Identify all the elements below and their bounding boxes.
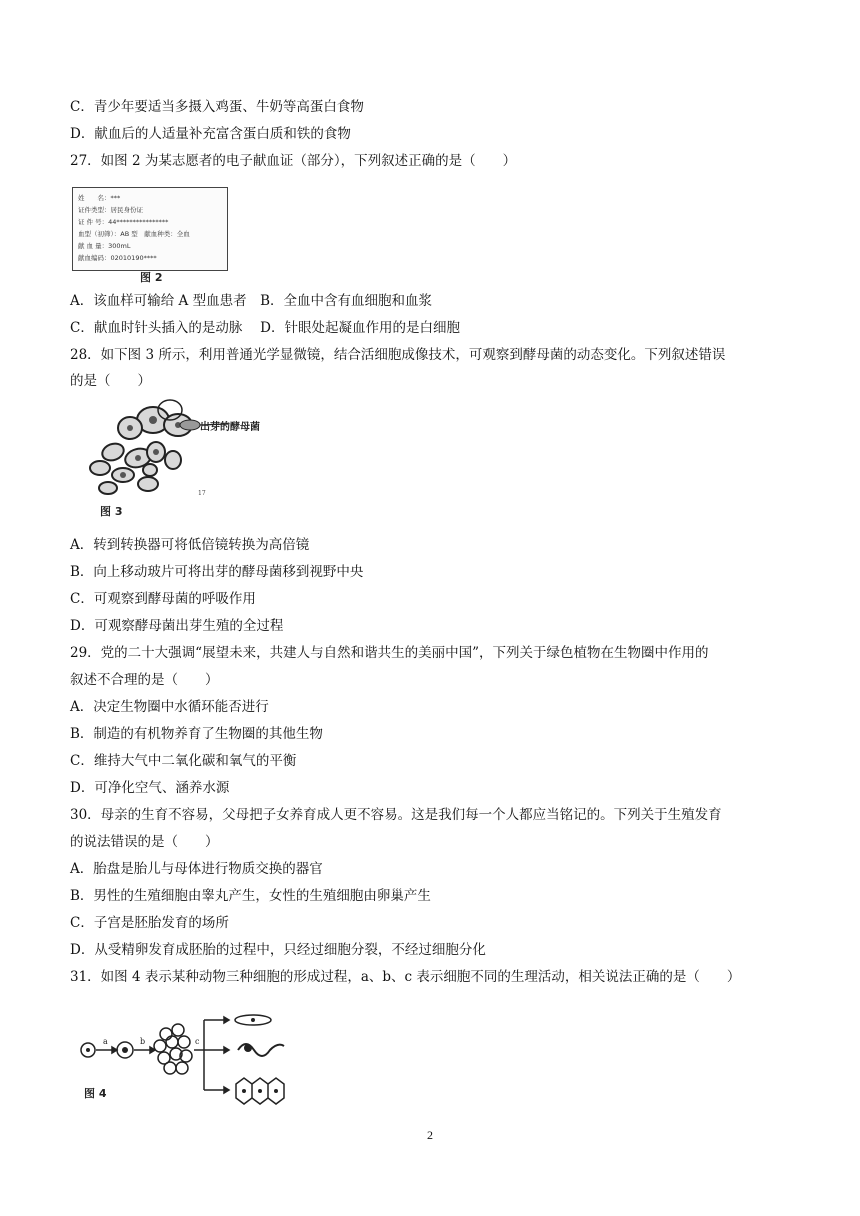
question-31: 31．如图 4 表示某种动物三种细胞的形成过程，a、b、c 表示细胞不同的生理活动，相关说法正确的是（ ） <box>70 969 741 985</box>
blood-donation-card <box>72 187 228 271</box>
option-text: C．献血时针头插入的是动脉 D．针眼处起凝血作用的是白细胞 <box>70 320 460 336</box>
option-text: C．子宫是胚胎发育的场所 <box>70 915 229 931</box>
option-text: A．转到转换器可将低倍镜转换为高倍镜 <box>70 537 310 553</box>
option-text: B．向上移动玻片可将出芽的酵母菌移到视野中央 <box>70 564 364 580</box>
figure-label: 出芽的酵母菌 <box>200 422 260 433</box>
question-30: 30．母亲的生育不容易，父母把子女养育成人更不容易。这是我们每一个人都应当铭记的。下列关于生殖发育 <box>70 807 722 823</box>
card-row: 献 血 量：300mL <box>78 242 131 250</box>
question-28-cont: 的是（ ） <box>70 373 151 389</box>
option-text: C．维持大气中二氧化碳和氧气的平衡 <box>70 753 297 769</box>
option-text: A．该血样可输给 A 型血患者 B．全血中含有血细胞和血浆 <box>70 293 433 309</box>
card-row: 献血编码：02010190**** <box>78 254 157 262</box>
card-row: 证 件 号：44**************** <box>78 218 169 226</box>
option-text: D．可净化空气、涵养水源 <box>70 780 230 796</box>
question-29-cont: 叙述不合理的是（ ） <box>70 672 219 688</box>
figure-caption: 图 2 <box>140 271 163 284</box>
option-text: C．青少年要适当多摄入鸡蛋、牛奶等高蛋白食物 <box>70 99 364 115</box>
option-text: D．从受精卵发育成胚胎的过程中，只经过细胞分裂，不经过细胞分化 <box>70 942 486 958</box>
question-28: 28．如下图 3 所示，利用普通光学显微镜，结合活细胞成像技术，可观察到酵母菌的动态变化。下列叙述错误 <box>70 347 726 363</box>
figure-caption: 图 4 <box>84 1087 107 1100</box>
yeast-micrograph <box>78 380 318 505</box>
card-row: 证件类型：居民身份证 <box>78 206 143 214</box>
question-29: 29．党的二十大强调“展望未来，共建人与自然和谐共生的美丽中国”，下列关于绿色植物在生物圈中作用的 <box>70 645 709 661</box>
figure-caption: 图 3 <box>100 505 123 518</box>
label-b: b <box>140 1037 146 1046</box>
option-text: D．可观察酵母菌出芽生殖的全过程 <box>70 618 284 634</box>
question-27: 27．如图 2 为某志愿者的电子献血证（部分），下列叙述正确的是（ ） <box>70 153 517 169</box>
option-text: B．制造的有机物养育了生物圈的其他生物 <box>70 726 323 742</box>
option-text: B．男性的生殖细胞由睾丸产生，女性的生殖细胞由卵巢产生 <box>70 888 431 904</box>
card-row: 血型（初筛）：AB 型 献血种类：全血 <box>78 230 190 238</box>
svg-text:17: 17 <box>198 490 206 497</box>
option-text: A．决定生物圈中水循环能否进行 <box>70 699 269 715</box>
label-c: c <box>195 1037 200 1046</box>
question-30-cont: 的说法错误的是（ ） <box>70 834 219 850</box>
label-a: a <box>103 1037 108 1046</box>
option-text: D．献血后的人适量补充富含蛋白质和铁的食物 <box>70 126 351 142</box>
option-text: A．胎盘是胎儿与母体进行物质交换的器官 <box>70 861 323 877</box>
cell-formation-diagram <box>78 1000 298 1115</box>
card-row: 姓 名：*** <box>78 194 121 202</box>
page-number: 2 <box>427 1128 433 1142</box>
option-text: C．可观察到酵母菌的呼吸作用 <box>70 591 256 607</box>
